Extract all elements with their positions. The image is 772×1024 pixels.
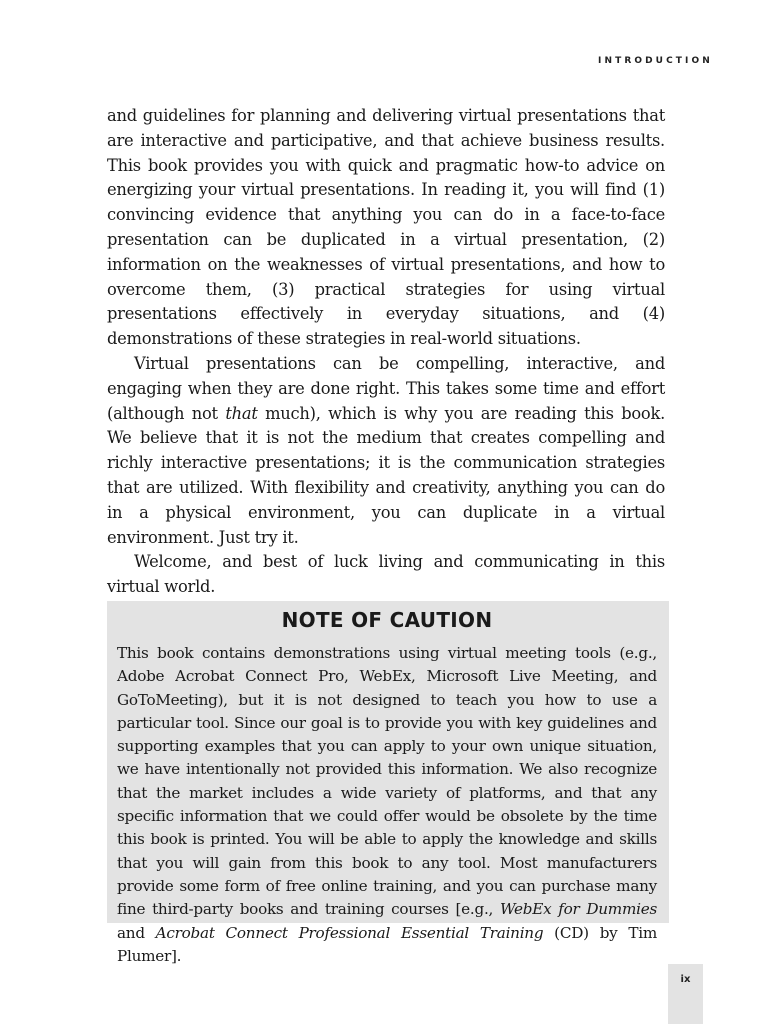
paragraph-3: Welcome, and best of luck living and communicating in this virtual world. — [107, 552, 665, 597]
paragraph-2-part-a: Virtual presentations can be compelling, interactive, and engaging when they are done right. This takes some time and effort (although not — [107, 353, 665, 423]
page-number-tab — [668, 964, 703, 1024]
running-head: INTRODUCTION — [598, 56, 713, 66]
caution-title: NOTE OF CAUTION — [281, 608, 493, 632]
caution-box — [107, 601, 669, 965]
page-number: ix — [680, 974, 691, 985]
paragraph-2-part-b: much), which is why you are reading this book. We believe that it is not the medium that creates compelling and richly interactive presentations; it is the communication strategies that are utilized. With flexibility and creativity, anything you can do in a physical environment, you can duplicate in a virtual environment. Just try it. — [107, 403, 666, 547]
caution-text-part-c: (CD) by Tim Plumer]. — [117, 923, 657, 965]
paragraph-2-emphasis: that — [225, 403, 258, 423]
caution-book-title-1: WebEx for Dummies — [499, 900, 657, 919]
paragraph-2 — [107, 352, 665, 550]
caution-text — [117, 642, 657, 968]
caution-text-part-a: This book contains demonstrations using virtual meeting tools (e.g., Adobe Acrobat Connect Pro, WebEx, Microsoft Live Meeting, and GoToMeeting), but it is not designed to teach you how to use a particular tool. Since our goal is to provide you with key guidelines and supporting examples that you can apply to your own unique situation, we have intentionally not provided this information. We also recognize that the market includes a wide variety of platforms, and that any specific information that we could offer would be obsolete by the time this book is printed. You will be able to apply the knowledge and skills that you will gain from this book to any tool. Most manufacturers provide some form of free online training, and you can purchase many fine third-party books and training courses [e.g., — [117, 644, 657, 919]
body-text — [107, 104, 665, 600]
caution-book-title-2: Acrobat Connect Professional Essential Training — [155, 923, 544, 942]
caution-text-part-b: and — [117, 923, 156, 942]
paragraph-1: and guidelines for planning and delivering virtual presentations that are interactive and participative, and that achieve business results. This book provides you with quick and pragmatic how-to advice on energizing your virtual presentations. In reading it, you will find (1) convincing evidence that anything you can do in a face-to-face presentation can be duplicated in a virtual presentation, (2) information on the weaknesses of virtual presentations, and how to overcome them, (3) practical strategies for using virtual presentations effectively in everyday situations, and (4) demonstrations of these strategies in real-world situations. — [107, 106, 665, 349]
